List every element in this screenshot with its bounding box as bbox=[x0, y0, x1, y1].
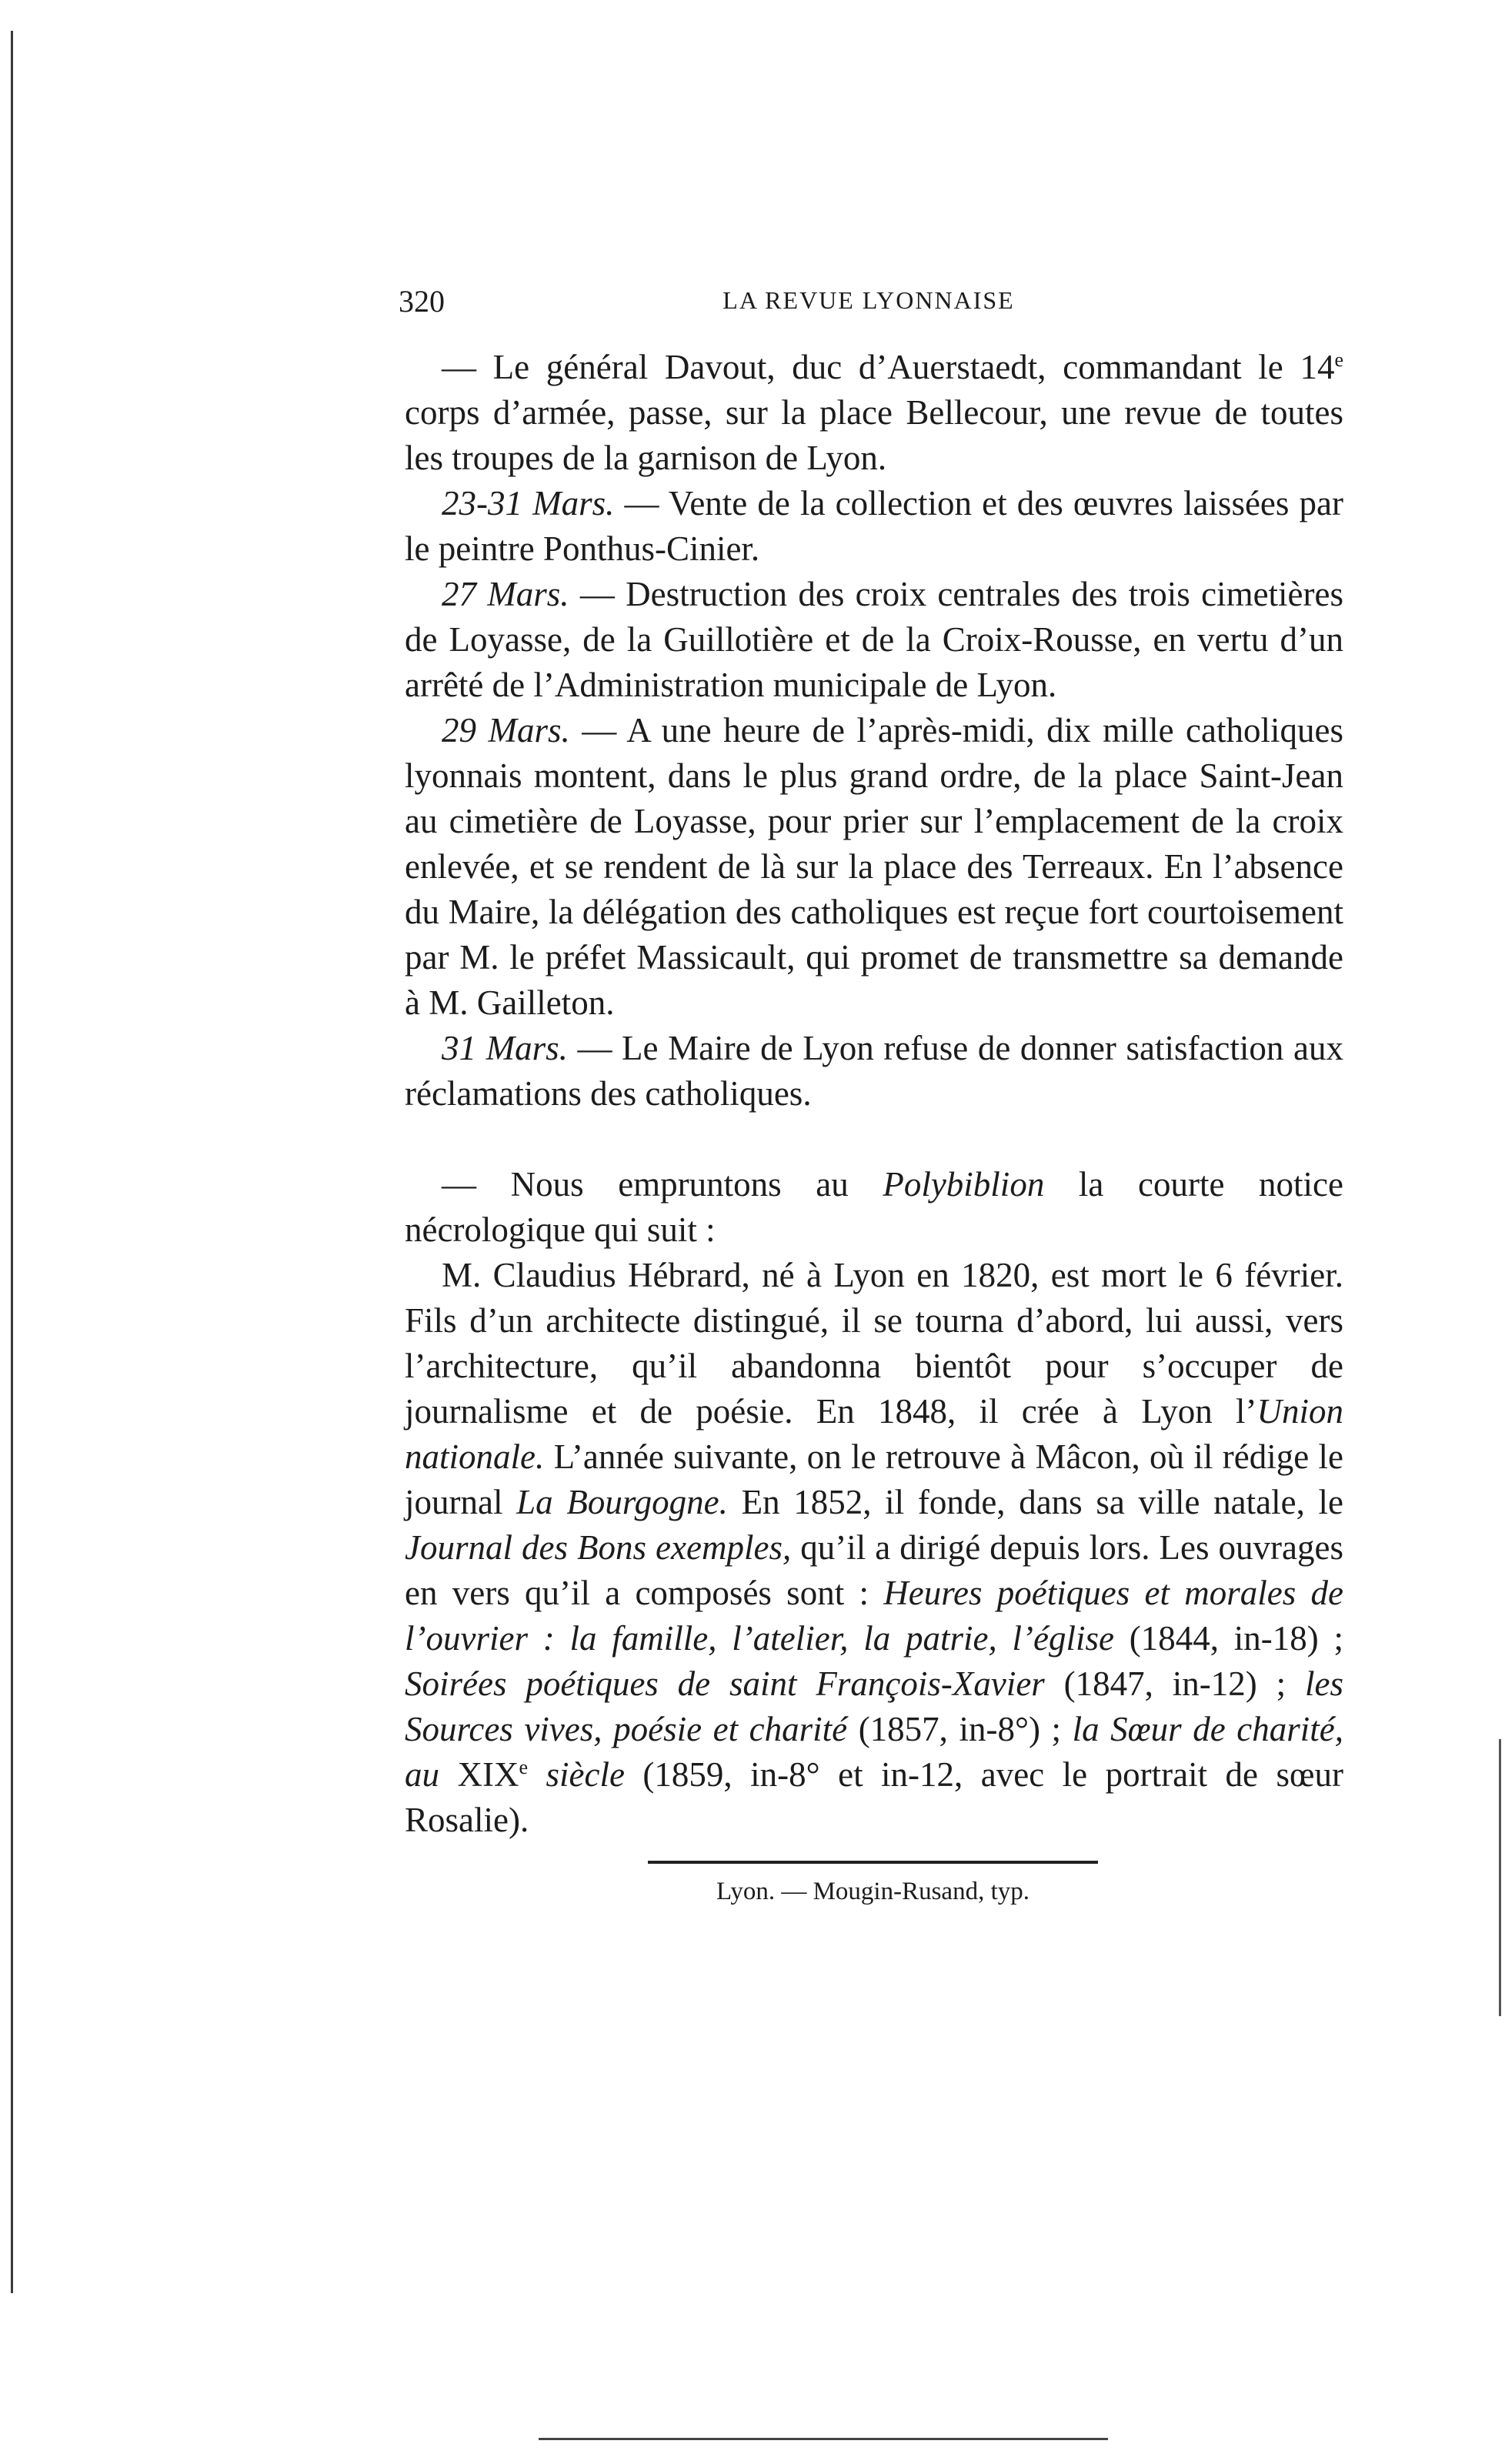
entry-date: 29 Mars. bbox=[442, 711, 570, 750]
entry-refus: 31 Mars. — Le Maire de Lyon refuse de donner satisfaction aux réclamations des catholiques. bbox=[405, 1029, 1343, 1113]
entry-date: 27 Mars. bbox=[442, 575, 569, 613]
entry-croix: 27 Mars. — Destruction des croix centrales des trois cimetières de Loyasse, de la Guillotière et de la Croix-Rousse, en vertu d’un arrêté de l’Administration municipale de Lyon. bbox=[405, 575, 1343, 704]
work-title: Journal des Bons exemples, bbox=[405, 1528, 792, 1567]
page-number: 320 bbox=[399, 284, 445, 319]
scan-edge-right bbox=[1499, 1739, 1501, 2016]
printer-imprint: Lyon. — Mougin-Rusand, typ. bbox=[716, 1878, 1029, 1905]
century-numeral: XIX bbox=[457, 1755, 519, 1794]
entry-date: 31 Mars. bbox=[442, 1029, 568, 1067]
notice-body: M. Claudius Hébrard, né à Lyon en 1820, est mort le 6 février. Fils d’un architecte distingué, il se tourna d’abord, lui aussi, vers l’architecture, qu’il abandonna bientôt pour s’occuper de journalisme et de poésie. En 1848, il crée à Lyon l’Union nationale. L’année suivante, on le retrouve à Mâcon, où il rédige le journal La Bourgogne. En 1852, il fonde, dans sa ville natale, le Journal des Bons exemples, qu’il a dirigé depuis lors. Les ouvrages en vers qu’il a composés sont : Heures poétiques et morales de l’ouvrier : la famille, l’atelier, la patrie, l’église (1844, in-18) ; Soirées poétiques de saint François-Xavier (1847, in-12) ; les Sources vives, poésie et charité (1857, in-8°) ; la Sœur de charité, au XIXe siècle (1859, in-8° et in-12, avec le portrait de sœur Rosalie). bbox=[405, 1256, 1344, 1839]
scan-edge-bottom bbox=[539, 2438, 1108, 2440]
work-title: les Sources vives, poésie et charité bbox=[405, 1664, 1343, 1748]
entry-davout: — Le général Davout, duc d’Auerstaedt, commandant le 14e corps d’armée, passe, sur la place Bellecour, une revue de toutes les troupes de la garnison de Lyon. bbox=[405, 348, 1343, 477]
footer-rule bbox=[648, 1861, 1098, 1864]
page-header bbox=[399, 283, 1339, 322]
work-title: La Bourgogne. bbox=[516, 1483, 728, 1521]
work-title: Soirées poétiques de saint François-Xavier bbox=[405, 1664, 1045, 1703]
work-title: Heures poétiques et morales de l’ouvrier : la famille, l’atelier, la patrie, l’église bbox=[405, 1574, 1343, 1658]
entry-procession: 29 Mars. — A une heure de l’après-midi, dix mille catholiques lyonnais montent, dans le plus grand ordre, de la place Saint-Jean au cimetière de Loyasse, pour prier sur l’emplacement de la croix enlevée, et se rendent de là sur la place des Terreaux. En l’absence du Maire, la délégation des catholiques est reçue fort courtoisement par M. le préfet Massicault, qui promet de transmettre sa demande à M. Gailleton. bbox=[405, 711, 1343, 1022]
notice-intro: — Nous empruntons au Polybiblion la courte notice nécrologique qui suit : bbox=[405, 1165, 1343, 1249]
work-title: la Sœur de charité, au bbox=[405, 1710, 1343, 1794]
entry-date: 23-31 Mars. bbox=[442, 484, 615, 523]
page-body bbox=[405, 345, 1343, 1843]
running-title: LA REVUE LYONNAISE bbox=[722, 286, 1015, 314]
notice-source-title: Polybiblion bbox=[883, 1165, 1045, 1204]
entry-vente: 23-31 Mars. — Vente de la collection et des œuvres laissées par le peintre Ponthus-Cinier. bbox=[405, 484, 1343, 568]
scan-edge-left bbox=[11, 31, 13, 2293]
work-title: siècle bbox=[528, 1755, 625, 1794]
work-title: Union nationale. bbox=[405, 1392, 1343, 1476]
